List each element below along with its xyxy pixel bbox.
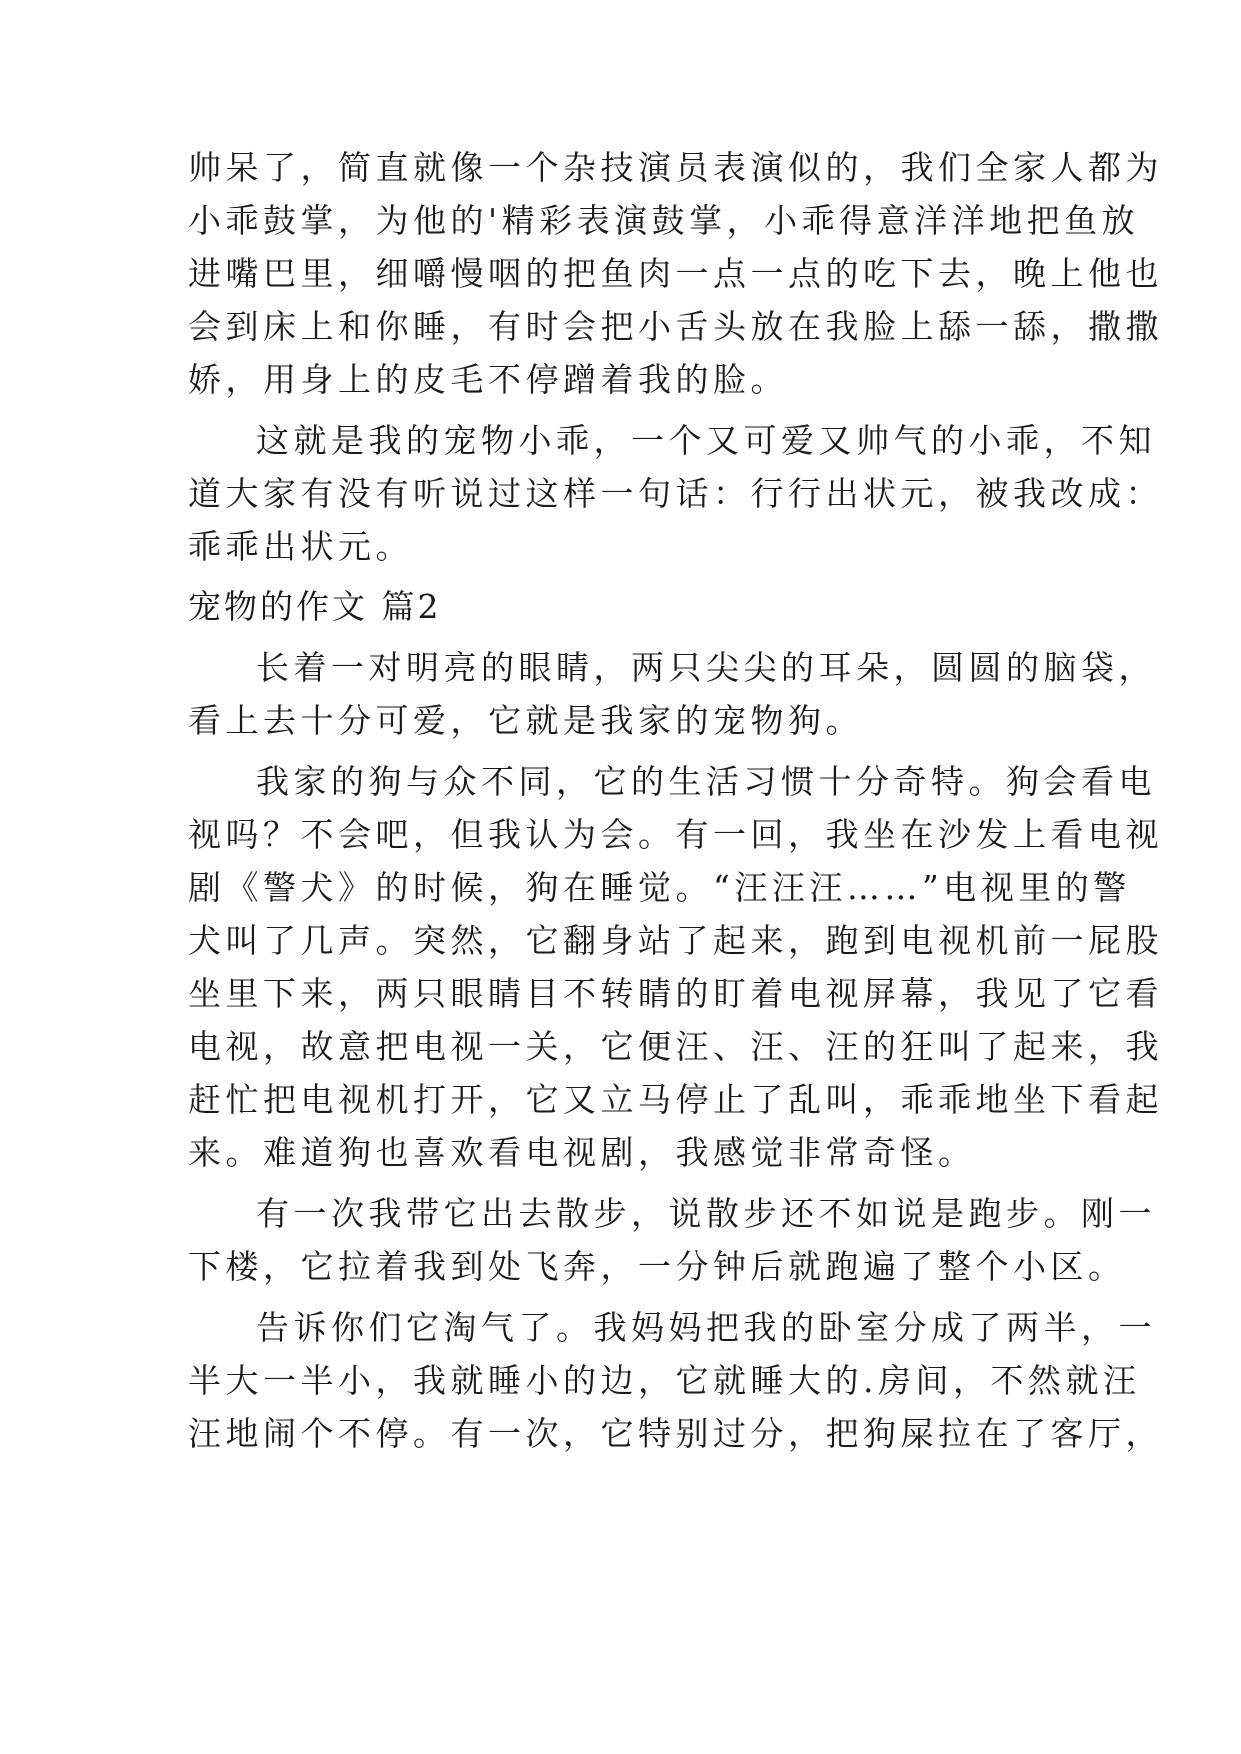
text-line: 长着一对明亮的眼睛，两只尖尖的耳朵，圆圆的脑袋， [256,648,1156,687]
text-line: 我家的狗与众不同，它的生活习惯十分奇特。狗会看电 [256,762,1156,801]
text-line: 道大家有没有听说过这样一句话：行行出状元，被我改成： [188,474,1163,513]
text-line: 娇，用身上的皮毛不停蹭着我的脸。 [188,360,788,399]
text-line: 视吗？不会吧，但我认为会。有一回，我坐在沙发上看电视 [188,815,1163,854]
text-line: 进嘴巴里，细嚼慢咽的把鱼肉一点一点的吃下去，晚上他也 [188,254,1163,293]
text-line: 电视，故意把电视一关，它便汪、汪、汪的狂叫了起来，我 [188,1027,1163,1066]
text-line: 赶忙把电视机打开，它又立马停止了乱叫，乖乖地坐下看起 [188,1080,1163,1119]
text-line: 汪地闹个不停。有一次，它特别过分，把狗屎拉在了客厅， [188,1414,1163,1453]
text-line: 下楼，它拉着我到处飞奔，一分钟后就跑遍了整个小区。 [188,1247,1126,1286]
text-line: 这就是我的宠物小乖，一个又可爱又帅气的小乖，不知 [256,421,1156,460]
text-line: 乖乖出状元。 [188,527,413,566]
text-line: 来。难道狗也喜欢看电视剧，我感觉非常奇怪。 [188,1133,976,1172]
text-line: 看上去十分可爱，它就是我家的宠物狗。 [188,701,863,740]
text-line: 剧《警犬》的时候，狗在睡觉。“汪汪汪……”电视里的警 [188,868,1131,907]
text-line: 会到床上和你睡，有时会把小舌头放在我脸上舔一舔，撒撒 [188,307,1163,346]
text-line: 有一次我带它出去散步，说散步还不如说是跑步。刚一 [256,1194,1156,1233]
section-heading: 宠物的作文 篇2 [188,587,442,626]
text-line: 帅呆了，简直就像一个杂技演员表演似的，我们全家人都为 [188,148,1163,187]
text-line: 半大一半小，我就睡小的边，它就睡大的.房间，不然就汪 [188,1361,1141,1400]
text-line: 小乖鼓掌，为他的'精彩表演鼓掌，小乖得意洋洋地把鱼放 [188,201,1140,240]
text-line: 告诉你们它淘气了。我妈妈把我的卧室分成了两半，一 [256,1308,1156,1347]
text-line: 坐里下来，两只眼睛目不转睛的盯着电视屏幕，我见了它看 [188,974,1163,1013]
text-line: 犬叫了几声。突然，它翻身站了起来，跑到电视机前一屁股 [188,921,1163,960]
